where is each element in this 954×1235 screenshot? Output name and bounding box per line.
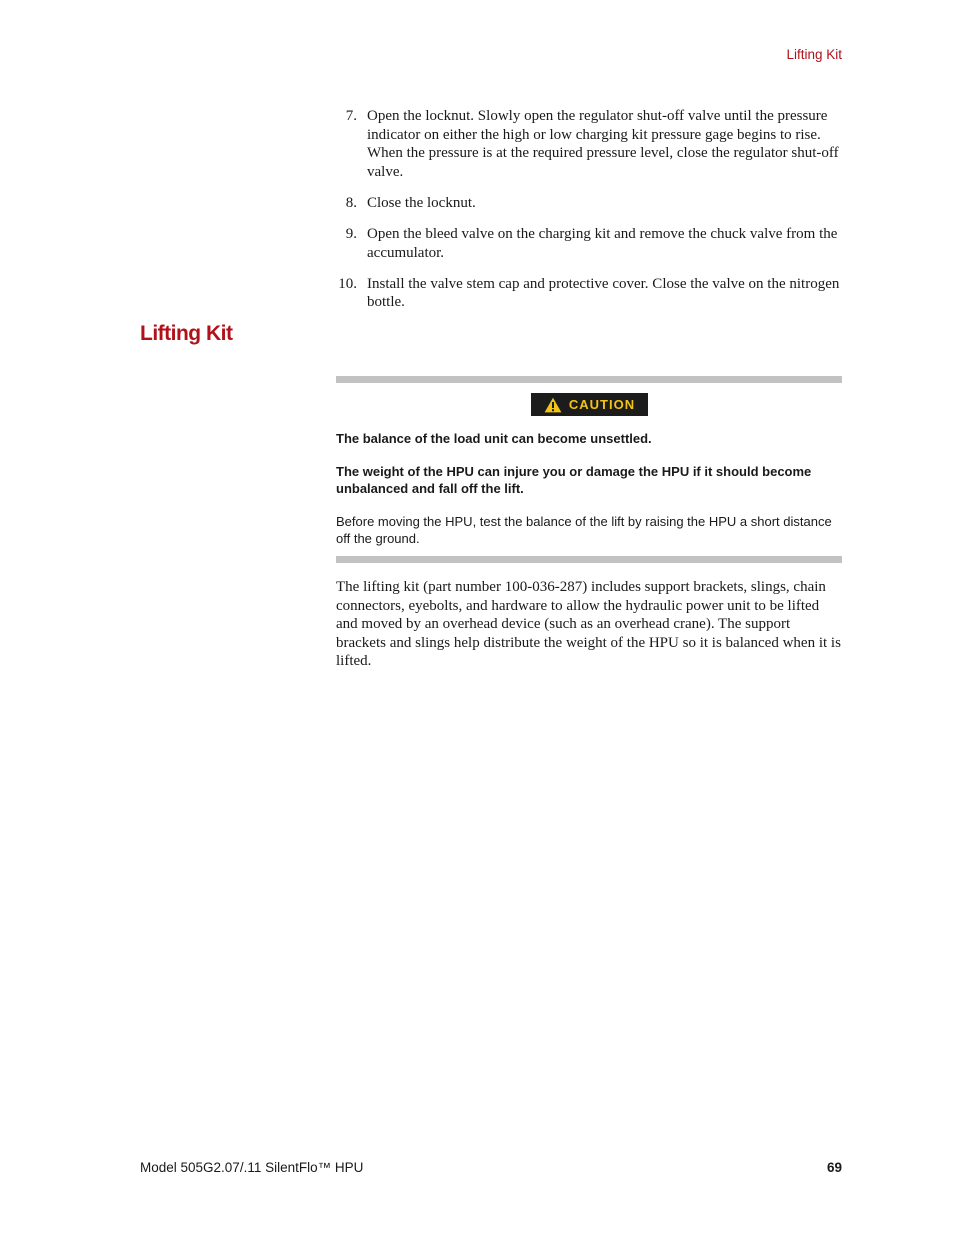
running-header: Lifting Kit <box>786 47 842 62</box>
procedure-steps <box>336 107 842 324</box>
step-number: 9. <box>345 225 357 242</box>
caution-badge <box>531 393 648 416</box>
step-number: 10. <box>338 275 357 292</box>
caution-line: The weight of the HPU can injure you or damage the HPU if it should become unbalanced and fall off the lift. <box>336 464 812 496</box>
caution-line: The balance of the load unit can become unsettled. <box>336 431 652 446</box>
step-text: Open the bleed valve on the charging kit and remove the chuck valve from the accumulator. <box>367 225 838 261</box>
list-item <box>336 225 842 262</box>
caution-label: CAUTION <box>568 397 636 412</box>
step-number: 8. <box>345 194 357 211</box>
caution-bottom-rule <box>336 556 842 563</box>
step-text: Open the locknut. Slowly open the regulator shut-off valve until the pressure indicator on either the high or low charging kit pressure gage begins to rise. When the pressure is at the required pressure level, close the regulator shut-off valve. <box>367 108 839 180</box>
list-item <box>336 107 842 181</box>
caution-message <box>336 430 842 563</box>
caution-top-rule <box>336 376 842 383</box>
list-item <box>336 275 842 312</box>
list-item <box>336 194 842 213</box>
page-number: 69 <box>826 1160 842 1175</box>
step-number: 7. <box>345 108 357 124</box>
lifting-kit-description: The lifting kit (part number 100-036-287) includes support brackets, slings, chain connectors, eyebolts, and hardware to allow the hydraulic power unit to be lifted and moved by an overhead device (such as an overhead crane). The support brackets and slings help distribute the weight of the HPU so it is balanced when it is lifted. <box>336 579 841 670</box>
step-text: Close the locknut. <box>367 194 476 211</box>
warning-triangle-icon <box>544 397 562 413</box>
caution-instruction: Before moving the HPU, test the balance of the lift by raising the HPU a short distance off the ground. <box>336 514 832 546</box>
footer-model: Model 505G2.07/.11 SilentFlo™ HPU <box>140 1160 364 1175</box>
step-text: Install the valve stem cap and protective cover. Close the valve on the nitrogen bottle. <box>367 275 840 311</box>
section-heading: Lifting Kit <box>140 322 233 345</box>
